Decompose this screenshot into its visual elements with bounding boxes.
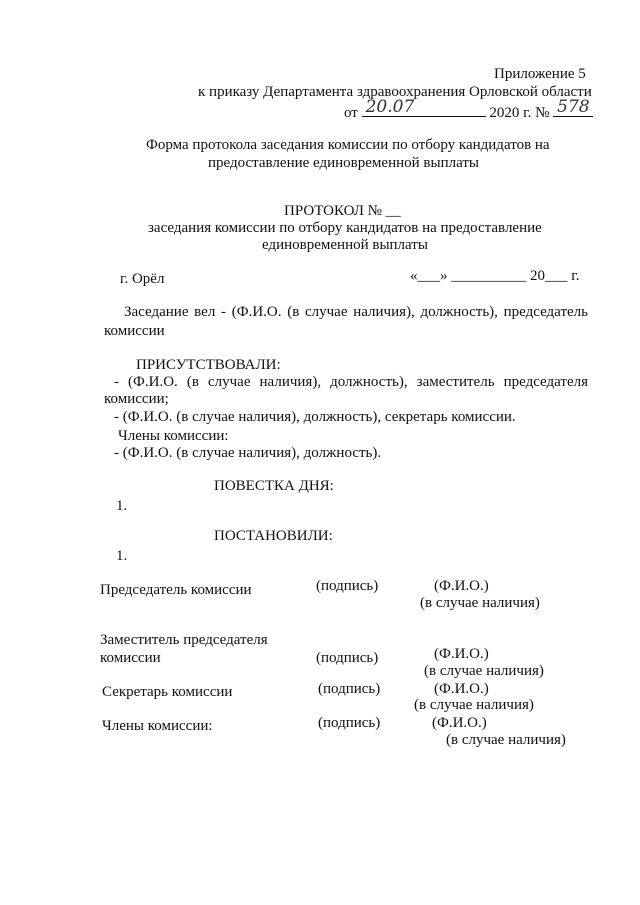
- present-members-label: Члены комиссии:: [118, 428, 229, 444]
- meeting-date: «___» __________ 20___ г.: [410, 268, 580, 284]
- order-date-line: [344, 97, 593, 122]
- signature-chair-sign: (подпись): [316, 578, 379, 594]
- date-prefix: от: [344, 105, 358, 121]
- signature-vice-chair-name: (Ф.И.О.): [434, 646, 489, 662]
- present-vice-chair-line2: комиссии;: [104, 391, 169, 407]
- order-number-field: [553, 97, 593, 117]
- session-chair-line2: комиссии: [104, 323, 165, 339]
- form-title-line1: Форма протокола заседания комиссии по отбору кандидатов на: [146, 137, 550, 153]
- signature-secretary-role: Секретарь комиссии: [102, 684, 233, 700]
- present-heading: ПРИСУТСТВОВАЛИ:: [136, 357, 281, 373]
- protocol-subtitle-line1: заседания комиссии по отбору кандидатов на предоставление: [148, 220, 542, 236]
- signature-members-name: (Ф.И.О.): [432, 715, 487, 731]
- signature-members-role: Члены комиссии:: [102, 718, 213, 734]
- year-number-label: 2020 г. №: [489, 105, 550, 121]
- handwritten-number: 578: [557, 97, 590, 117]
- signature-vice-chair-role-line1: Заместитель председателя: [100, 632, 268, 648]
- resolved-heading: ПОСТАНОВИЛИ:: [214, 528, 333, 544]
- signature-vice-chair-note: (в случае наличия): [424, 663, 544, 679]
- protocol-subtitle-line2: единовременной выплаты: [262, 237, 428, 253]
- present-vice-chair-line1: - (Ф.И.О. (в случае наличия), должность), заместитель председателя: [114, 374, 588, 390]
- signature-secretary-name: (Ф.И.О.): [434, 681, 489, 697]
- signature-chair-note: (в случае наличия): [420, 595, 540, 611]
- appendix-label: Приложение 5: [494, 66, 586, 82]
- signature-vice-chair-role-line2: комиссии: [100, 650, 161, 666]
- signature-chair-role: Председатель комиссии: [100, 582, 252, 598]
- session-chair-line1: Заседание вел - (Ф.И.О. (в случае наличия), должность), председатель: [124, 304, 588, 320]
- signature-vice-chair-sign: (подпись): [316, 650, 379, 666]
- present-secretary: - (Ф.И.О. (в случае наличия), должность), секретарь комиссии.: [114, 409, 516, 425]
- present-members: - (Ф.И.О. (в случае наличия), должность).: [114, 445, 382, 461]
- signature-members-note: (в случае наличия): [446, 732, 566, 748]
- city: г. Орёл: [120, 271, 165, 287]
- date-field: [362, 97, 486, 117]
- handwritten-date: 20.07: [365, 97, 415, 117]
- protocol-title: ПРОТОКОЛ № __: [284, 203, 401, 219]
- signature-members-sign: (подпись): [318, 715, 381, 731]
- signature-secretary-sign: (подпись): [318, 681, 381, 697]
- resolved-item-1: 1.: [116, 548, 128, 564]
- agenda-heading: ПОВЕСТКА ДНЯ:: [214, 478, 334, 494]
- signature-secretary-note: (в случае наличия): [414, 697, 534, 713]
- order-reference: к приказу Департамента здравоохранения Орловской области: [198, 84, 592, 100]
- signature-chair-name: (Ф.И.О.): [434, 578, 489, 594]
- form-title-line2: предоставление единовременной выплаты: [208, 155, 479, 171]
- agenda-item-1: 1.: [116, 498, 128, 514]
